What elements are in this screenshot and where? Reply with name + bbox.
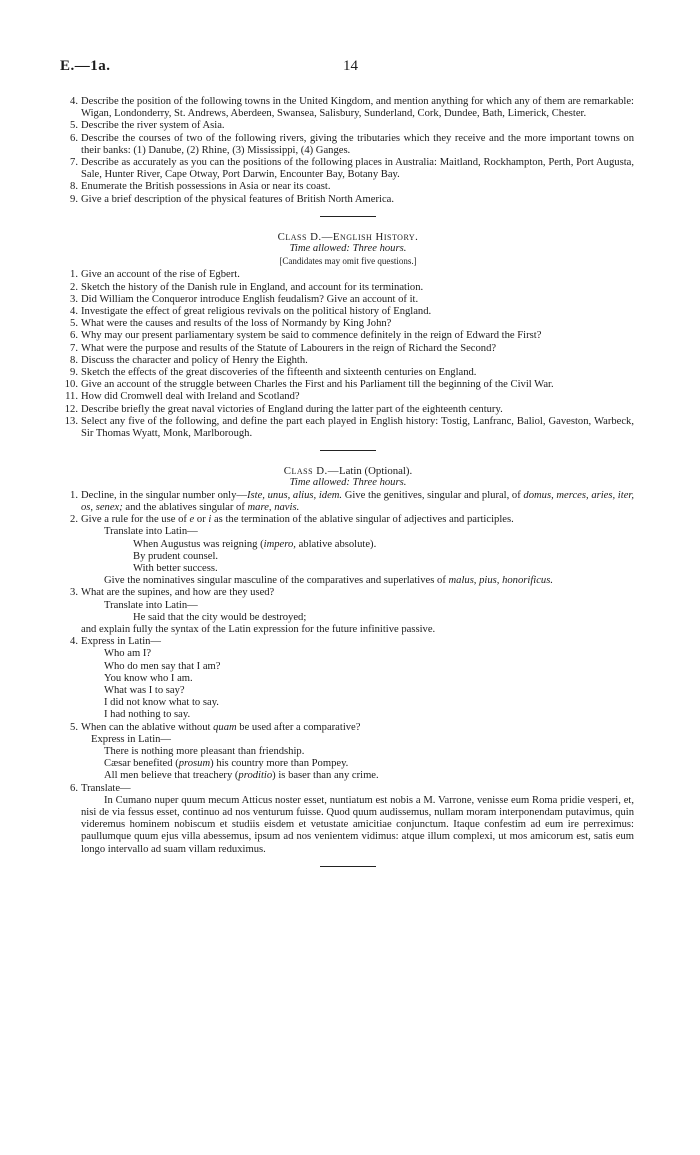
latin-section bbox=[62, 465, 634, 856]
question-item: 6. Why may our present parliamentary system be said to commence definitely in the reign of Edward the First? bbox=[70, 330, 542, 342]
question-item: 9. Give a brief description of the physical features of British North America. bbox=[70, 193, 395, 205]
section-title: Class D.—Latin (Optional). bbox=[283, 465, 413, 478]
question-item: 3. What are the supines, and how are they used? Translate into Latin— He said that the city would be destroyed; and explain fully the syntax of the Latin expression for the future infinitive passive. bbox=[62, 587, 634, 636]
exercise-line: Cæsar benefited (prosum) his country more than Pompey. bbox=[104, 758, 349, 770]
geography-questions bbox=[62, 96, 634, 206]
exercise-line: You know who I am. bbox=[104, 672, 193, 684]
instruction-line: Translate into Latin— bbox=[104, 599, 198, 611]
exercise-line: When Augustus was reigning (impero, ablative absolute). bbox=[133, 538, 377, 550]
candidate-note: [Candidates may omit five questions.] bbox=[279, 256, 417, 267]
question-item: 5. When can the ablative without quam be used after a comparative? Express in Latin— There is nothing more pleasant than friendship. Cæsar benefited (prosum) his country more than Pompey. All men believe that treachery (proditio) is baser than any crime. bbox=[62, 722, 634, 783]
question-item: 3. Did William the Conqueror introduce English feudalism? Give an account of it. bbox=[70, 293, 419, 305]
section-divider bbox=[320, 450, 376, 451]
question-item: 4. Describe the position of the following towns in the United Kingdom, and mention anything for which any of them are remarkable: Wigan, Londonderry, St. Andrews, Aberdeen, Swansea, Salisbury, Sunderland, Cork, Dundee, Bath, Limerick, Chester. bbox=[70, 96, 634, 120]
question-item: 7. Describe as accurately as you can the positions of the following places in Australia: Maitland, Rockhampton, Perth, Port Augusta, Sale, Hunter River, Cape Otway, Port Darwin, Encounter Bay, Botany Bay. bbox=[70, 157, 634, 181]
document-code: E.—1a. bbox=[60, 58, 111, 74]
question-item: 12. Describe briefly the great naval victories of England during the latter part of the eighteenth century. bbox=[64, 403, 503, 415]
question-item: 10. Give an account of the struggle between Charles the First and his Parliament till the beginning of the Civil War. bbox=[64, 379, 554, 391]
exercise-line: I had nothing to say. bbox=[104, 709, 191, 721]
question-item: 9. Sketch the effects of the great discoveries of the fifteenth and sixteenth centuries on England. bbox=[70, 367, 477, 379]
instruction-line: and explain fully the syntax of the Latin expression for the future infinitive passive. bbox=[81, 623, 436, 635]
question-item: 6. Describe the courses of two of the following rivers, giving the tributaries which they receive and the more important towns on their banks: (1) Danube, (2) Rhine, (3) Mississippi, (4) Ganges. bbox=[70, 132, 634, 156]
question-item: 13. Select any five of the following, and define the part each played in English history: Tostig, Lanfranc, Baliol, Gaveston, Warbeck, Sir Thomas Wyatt, Monk, Marlborough. bbox=[64, 415, 634, 440]
exercise-line: All men believe that treachery (proditio) is baser than any crime. bbox=[104, 770, 379, 782]
question-item: 11. How did Cromwell deal with Ireland and Scotland? bbox=[65, 391, 300, 403]
question-item: 5. What were the causes and results of the loss of Normandy by King John? bbox=[70, 318, 392, 330]
question-item: 5. Describe the river system of Asia. bbox=[70, 120, 225, 132]
section-divider bbox=[320, 866, 376, 867]
exercise-line: What was I to say? bbox=[104, 684, 185, 696]
instruction-line: Translate into Latin— bbox=[104, 526, 198, 538]
section-divider bbox=[320, 216, 376, 217]
instruction-line: Give the nominatives singular masculine of the comparatives and superlatives of malus, pius, honorificus. bbox=[104, 575, 553, 587]
exercise-line: By prudent counsel. bbox=[133, 550, 219, 562]
question-item: 6. Translate— In Cumano nuper quum mecum Atticus noster esset, nuntiatum est nobis a M. Varrone, venisse eum Roma pridie vesperi, et, nisi de via fessus esset, continuo ad nos venturum fuisse. Quod quum audissemus, nullam moram interponendam putavimus, quin videremus hominem nobiscum et studiis eisdem et vetustate amicitiae conjunctum. Itaque confestim ad eum ire perreximus: paullumque quum ejus villa abessemus, ipsum ad nos venientem vidimus: atque illum complexi, ut mos amicorum est, satis eum longo intervallo ad suam villam reduximus. bbox=[70, 782, 634, 855]
english-history-section bbox=[62, 231, 634, 440]
instruction-line: Express in Latin— bbox=[91, 733, 172, 745]
question-item: 7. What were the purpose and results of the Statute of Labourers in the reign of Richard the Second? bbox=[70, 342, 497, 354]
question-item: 1. Give an account of the rise of Egbert. bbox=[70, 269, 240, 281]
question-item: 2. Sketch the history of the Danish rule in England, and account for its termination. bbox=[70, 281, 424, 293]
question-item: 4. Express in Latin— Who am I? Who do men say that I am? You know who I am. What was I to say? I did not know what to say. I had nothing to say. bbox=[62, 636, 634, 721]
exercise-line: Who am I? bbox=[104, 648, 152, 660]
exercise-line: There is nothing more pleasant than friendship. bbox=[104, 745, 305, 757]
question-item: 1. Decline, in the singular number only—Iste, unus, alius, idem. Give the genitives, singular and plural, of domus, merces, aries, iter, os, senex; and the ablatives singular of mare, navis. bbox=[70, 489, 634, 513]
page-header bbox=[60, 60, 640, 80]
exercise-line: I did not know what to say. bbox=[104, 697, 219, 709]
time-allowed: Time allowed: Three hours. bbox=[289, 477, 407, 489]
latin-passage: In Cumano nuper quum mecum Atticus noster esset, nuntiatum est nobis a M. Varrone, venisse eum Roma pridie vesperi, et, nisi de via fessus esset, continuo ad nos venturum fuisse. Quod quum audissemus, nullam moram interponendam putavimus, quin videremus hominem nobiscum et studiis eisdem et vetustate amicitiae conjunctum. Itaque confestim ad eum ire perreximus: paullumque quum ejus villa abessemus, ipsum ad nos venientem vidimus: atque illum complexi, ut mos amicorum est, satis eum longo intervallo ad suam villam reduximus. bbox=[81, 794, 634, 855]
exercise-line: He said that the city would be destroyed; bbox=[133, 611, 307, 623]
question-item: 4. Investigate the effect of great religious revivals on the political history of England. bbox=[70, 306, 432, 318]
page-content bbox=[62, 96, 634, 881]
exercise-line: Who do men say that I am? bbox=[104, 660, 221, 672]
question-item: 8. Discuss the character and policy of Henry the Eighth. bbox=[70, 354, 308, 366]
page-number: 14 bbox=[343, 58, 358, 74]
exercise-line: With better success. bbox=[133, 562, 218, 574]
question-item: 2. Give a rule for the use of e or i as the termination of the ablative singular of adjectives and participles. Translate into Latin— When Augustus was reigning (impero, ablative absolute). By prudent counsel. With better success. Give the nominatives singular masculine of the comparatives and superlatives of malus, pius, honorificus. bbox=[62, 514, 634, 587]
section-title: Class D.—English History. bbox=[277, 230, 419, 243]
time-allowed: Time allowed: Three hours. bbox=[289, 243, 407, 255]
question-item: 8. Enumerate the British possessions in Asia or near its coast. bbox=[70, 181, 331, 193]
